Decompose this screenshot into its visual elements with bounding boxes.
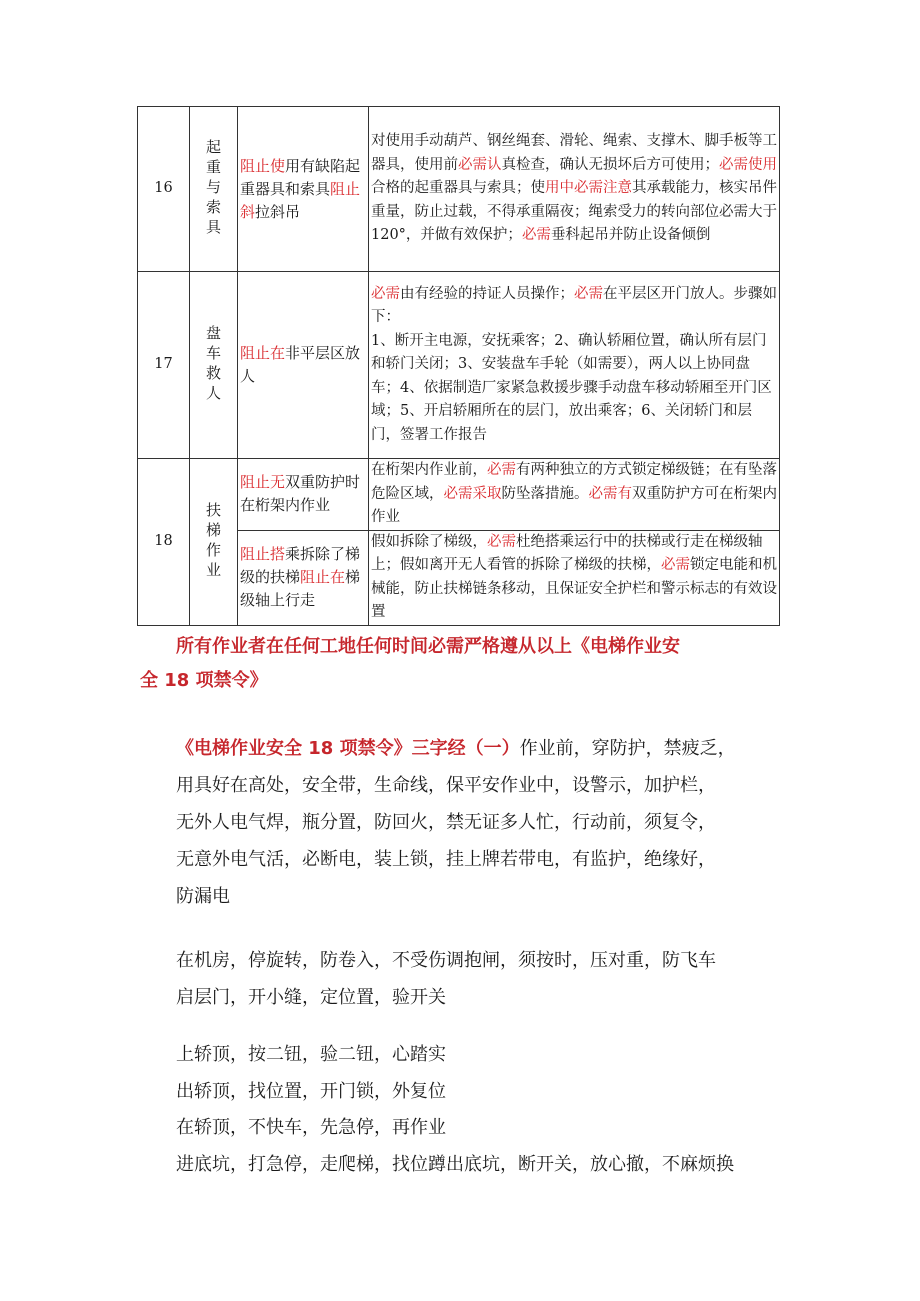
body-text: 非平层区放人 — [240, 344, 361, 385]
rule-category: 起重与索具 — [190, 107, 238, 272]
emphasis-text: 必需 — [521, 227, 551, 244]
verse-line: 无外人电气焊，瓶分置，防回火，禁无证多人忙，行动前，须复令， — [176, 812, 716, 833]
ban-cell — [238, 272, 369, 459]
rule-category: 盘车救人 — [190, 272, 238, 459]
body-text: 真检查，确认无损坏后方可使用； — [501, 156, 719, 173]
rule-number: 17 — [138, 272, 190, 459]
emphasis-text: 必需有 — [588, 485, 632, 502]
verse-line: 用具好在高处，安全带，生命线，保平安作业中，设警示，加护栏， — [176, 775, 716, 796]
body-text: 对使用手动葫芦、钢丝绳套、滑轮、绳索、支撑木、脚手板等工器具，使用前 — [371, 133, 777, 173]
rule-number: 16 — [138, 107, 190, 272]
body-text: 乘拆除了梯级的扶梯 — [240, 545, 361, 586]
emphasis-text: 必需 — [487, 462, 516, 478]
emphasis-text: 必需 — [487, 533, 516, 550]
emphasis-text: 必需采取 — [443, 485, 502, 502]
verse-line: 进底坑，打急停，走爬梯，找位蹲出底坑，断开关，放心撤，不麻烦换 — [176, 1153, 734, 1175]
compliance-note-line: 全 18 项禁令》 — [140, 670, 268, 691]
emphasis-text: 阻止在 — [240, 344, 286, 362]
emphasis-text: 必需使用 — [719, 156, 777, 173]
emphasis-text: 阻止无 — [240, 473, 286, 492]
verse-line: 上轿顶，按二钮，验二钮，心踏实 — [176, 1044, 446, 1065]
verse-section-car-top — [176, 1037, 796, 1183]
emphasis-text: 必需 — [574, 285, 603, 302]
body-text: 在平层区开门放人。步骤如下： — [371, 285, 777, 326]
body-text: 杜绝搭乘运行中的扶梯或行走在梯级轴上；假如离开无人看管的拆除了梯级的扶梯， — [371, 533, 763, 573]
verse-line: 防漏电 — [176, 886, 230, 907]
body-text: 锁定电能和机械能，防止扶梯链条移动，且保证安全护栏和警示标志的有效设置 — [371, 557, 777, 620]
body-text: 垂科起吊并防止设备倾倒 — [550, 227, 711, 244]
body-text: 拉斜吊 — [255, 202, 301, 221]
ban-cell — [238, 107, 369, 272]
verse-section-main — [176, 730, 796, 915]
emphasis-text: 必需 — [371, 285, 400, 302]
rule-category: 扶梯作业 — [190, 459, 238, 626]
table-row — [138, 272, 780, 459]
verse-title: 《电梯作业安全 18 项禁令》三字经（一） — [176, 738, 520, 759]
verse-line: 出轿顶，找位置，开门锁，外复位 — [176, 1080, 446, 1102]
body-text: 其承载能力，核实吊件重量，防止过载，不得承重隔夜；绳索受力的转向部位必需大于 120°，并做有效保护； — [371, 180, 777, 244]
compliance-note-line: 所有作业者在任何工地任何时间必需严格遵从以上《电梯作业安 — [176, 636, 680, 657]
body-text: 由有经验的持证人员操作； — [400, 285, 574, 302]
ban-cell — [238, 530, 369, 625]
emphasis-text: 必需认 — [458, 156, 502, 173]
verse-line: 启层门，开小缝，定位置，验开关 — [176, 987, 446, 1008]
emphasis-text: 阻止使 — [240, 156, 286, 175]
verse-section-machine-room — [176, 942, 796, 1016]
body-text: 梯级轴上行走 — [240, 568, 361, 609]
requirement-cell — [369, 107, 780, 272]
body-text: 双重防护方可在桁架内作业 — [371, 485, 777, 525]
ban-cell — [238, 459, 369, 531]
table-row — [138, 459, 780, 531]
requirement-cell — [369, 272, 780, 459]
body-text: 有两种独立的方式锁定梯级链；在有坠落危险区域， — [371, 462, 777, 502]
emphasis-text: 用中必需注意 — [545, 180, 632, 197]
body-text: 1、断开主电源，安抚乘客；2、确认轿厢位置，确认所有层门和轿门关闭；3、安装盘车手轮（如需要），两人以上协同盘车；4、依据制造厂家紧急救援步骤手动盘车移动轿厢至开门区域；5、开启轿厢所在的层门，放出乘客；6、关闭轿门和层门，签署工作报告 — [371, 332, 772, 443]
emphasis-text: 阻止搭 — [240, 545, 286, 563]
body-text: 在桁架内作业前， — [371, 462, 487, 478]
emphasis-text: 阻止在 — [300, 568, 346, 586]
requirement-cell — [369, 530, 780, 625]
body-text: 防坠落措施。 — [501, 485, 589, 502]
rule-number: 18 — [138, 459, 190, 626]
emphasis-text: 阻止斜 — [240, 179, 361, 221]
verse-line: 《电梯作业安全 18 项禁令》三字经（一）作业前，穿防护，禁疲乏， — [176, 738, 736, 759]
requirement-cell — [369, 459, 780, 531]
table-row — [138, 107, 780, 272]
compliance-note — [140, 630, 780, 698]
body-text: 用有缺陷起重器具和索具 — [240, 156, 361, 198]
body-text: 假如拆除了梯级， — [371, 533, 487, 550]
emphasis-text: 必需 — [661, 557, 690, 573]
verse-line: 在轿顶，不快车，先急停，再作业 — [176, 1117, 446, 1138]
verse-line: 在机房，停旋转，防卷入，不受伤调抱闸，须按时，压对重，防飞车 — [176, 950, 716, 971]
verse-line: 无意外电气活，必断电，装上锁，挂上牌若带电，有监护，绝缘好， — [176, 849, 716, 870]
body-text: 双重防护时在桁架内作业 — [240, 473, 361, 515]
body-text: 合格的起重器具与索具；使 — [371, 180, 545, 197]
safety-rules-table — [137, 106, 780, 626]
